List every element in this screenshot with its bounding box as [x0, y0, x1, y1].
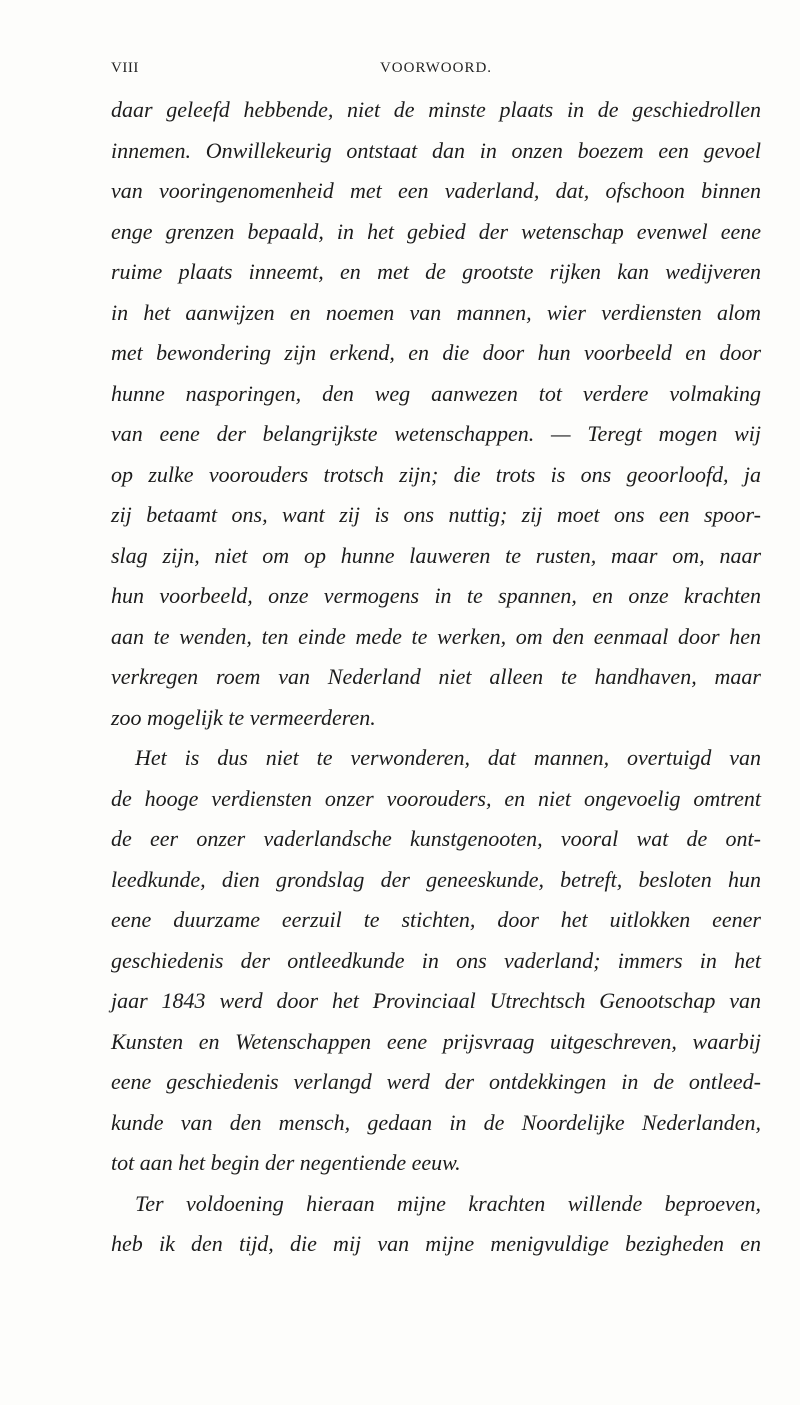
text-line: de hooge verdiensten onzer voorouders, en niet ongevoelig omtrent [111, 785, 761, 811]
text-line: op zulke voorouders trotsch zijn; die trots is ons geoorloofd, ja [111, 461, 761, 487]
text-line: innemen. Onwillekeurig ontstaat dan in onzen boezem een gevoel [111, 137, 761, 163]
text-line: in het aanwijzen en noemen van mannen, wier verdiensten alom [111, 299, 761, 325]
text-line: Kunsten en Wetenschappen eene prijsvraag uitgeschreven, waarbij [111, 1028, 761, 1054]
text-line: daar geleefd hebbende, niet de minste plaats in de geschiedrollen [111, 97, 761, 122]
text-line: eene geschiedenis verlangd werd der ontdekkingen in de ontleed- [111, 1069, 761, 1094]
text-line: jaar 1843 werd door het Provinciaal Utrechtsch Genootschap van [111, 988, 761, 1013]
text-line: eene duurzame eerzuil te stichten, door het uitlokken eener [111, 907, 761, 932]
text-line: zij betaamt ons, want zij is ons nuttig; zij moet ons een spoor- [111, 502, 761, 527]
text-line: heb ik den tijd, die mij van mijne menigvuldige bezigheden en [111, 1231, 761, 1256]
running-title: VOORWOORD. [379, 60, 493, 76]
paragraph-end-line: zoo mogelijk te vermeerderen. [111, 704, 376, 730]
text-line: hun voorbeeld, onze vermogens in te spannen, en onze krachten [111, 583, 761, 608]
paragraph-start-line: Ter voldoening hieraan mijne krachten willende beproeven, [135, 1190, 761, 1216]
text-line: kunde van den mensch, gedaan in de Noordelijke Nederlanden, [111, 1109, 761, 1135]
running-head [111, 60, 761, 84]
page-number: VIII [111, 60, 139, 76]
text-line: de eer onzer vaderlandsche kunstgenooten, vooral wat de ont- [111, 826, 761, 851]
text-line: van vooringenomenheid met een vaderland, dat, ofschoon binnen [111, 178, 761, 203]
text-line: leedkunde, dien grondslag der geneeskunde, betreft, besloten hun [111, 866, 761, 892]
text-line: enge grenzen bepaald, in het gebied der wetenschap evenwel eene [111, 218, 761, 244]
text-line: met bewondering zijn erkend, en die door hun voorbeeld en door [111, 340, 761, 365]
text-line: ruime plaats inneemt, en met de grootste rijken kan wedijveren [111, 259, 761, 284]
text-line: hunne nasporingen, den weg aanwezen tot verdere volmaking [111, 380, 761, 406]
body-text [111, 90, 761, 1265]
text-line: slag zijn, niet om op hunne lauweren te rusten, maar om, naar [111, 542, 761, 568]
paragraph-start-line: Het is dus niet te verwonderen, dat mannen, overtuigd van [135, 745, 761, 770]
text-line: verkregen roem van Nederland niet alleen te handhaven, maar [111, 664, 761, 689]
paragraph-end-line: tot aan het begin der negentiende eeuw. [111, 1150, 461, 1175]
text-line: geschiedenis der ontleedkunde in ons vaderland; immers in het [111, 947, 761, 973]
text-line: aan te wenden, ten einde mede te werken, om den eenmaal door hen [111, 623, 761, 649]
text-line: van eene der belangrijkste wetenschappen. — Teregt mogen wij [111, 421, 761, 446]
